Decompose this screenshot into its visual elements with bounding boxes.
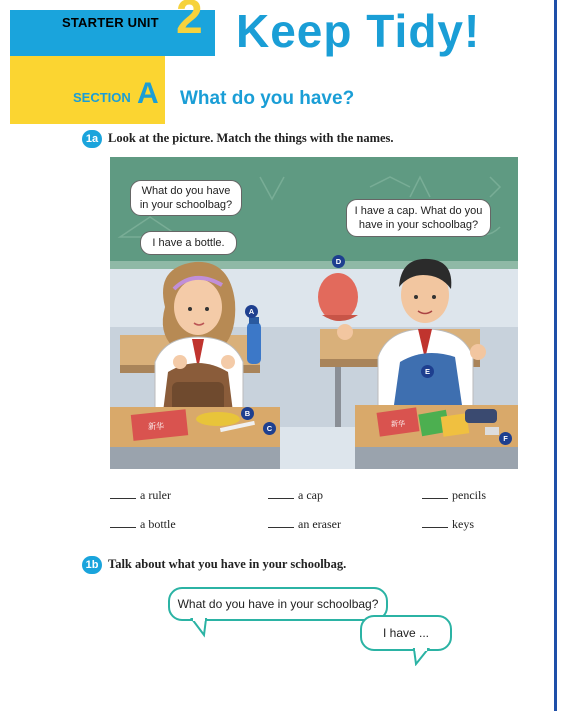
label-f: F (499, 432, 512, 445)
match-label: keys (452, 517, 474, 531)
exercise-1a-badge: 1a (82, 130, 102, 148)
classroom-illustration (110, 157, 518, 469)
match-label: an eraser (298, 517, 341, 531)
answer-blank[interactable] (268, 517, 294, 528)
label-d: D (332, 255, 345, 268)
match-label: a cap (298, 488, 323, 502)
section-title: What do you have? (180, 88, 355, 109)
answer-blank[interactable] (110, 488, 136, 499)
match-item (268, 488, 323, 503)
match-item (110, 488, 171, 503)
unit-number: 2 (176, 0, 203, 44)
answer-blank[interactable] (268, 488, 294, 499)
talk-bubble-answer-tail (412, 648, 432, 666)
exercise-1b-instruction: Talk about what you have in your schoolbag. (108, 557, 347, 571)
answer-blank[interactable] (422, 488, 448, 499)
label-b: B (241, 407, 254, 420)
match-item (268, 517, 341, 532)
bubble-boy-line-2: have in your schoolbag? (358, 219, 479, 231)
bubble-girl-answer: I have a bottle. (140, 231, 237, 255)
exercise-1b-badge: 1b (82, 556, 102, 574)
match-label: a bottle (140, 517, 176, 531)
bubble-boy (346, 199, 491, 237)
talk-bubble-question-tail (190, 618, 210, 638)
bubble-girl-question-line-1: What do you have (141, 185, 231, 197)
bubble-boy-line-1: I have a cap. What do you (354, 205, 483, 217)
talk-bubble-answer: I have ... (360, 615, 452, 651)
book-title-left: 新华 (148, 422, 164, 431)
label-a: A (245, 305, 258, 318)
section-label: SECTION (73, 90, 131, 105)
answer-blank[interactable] (110, 517, 136, 528)
bubble-girl-question (130, 180, 242, 216)
talk-bubble-question: What do you have in your schoolbag? (168, 587, 388, 621)
label-e: E (421, 365, 434, 378)
match-item (422, 517, 474, 532)
unit-label: STARTER UNIT (62, 15, 159, 30)
label-c: C (263, 422, 276, 435)
match-label: pencils (452, 488, 486, 502)
match-item (422, 488, 486, 503)
match-label: a ruler (140, 488, 171, 502)
bottle (247, 322, 261, 364)
exercise-1a-instruction: Look at the picture. Match the things with the names. (108, 131, 394, 145)
book-title-right: 新华 (391, 420, 405, 428)
answer-blank[interactable] (422, 517, 448, 528)
match-item (110, 517, 176, 532)
unit-title: Keep Tidy! (236, 5, 481, 57)
section-letter: A (137, 77, 159, 110)
bubble-girl-question-line-2: in your schoolbag? (139, 199, 233, 211)
cap (318, 273, 358, 321)
